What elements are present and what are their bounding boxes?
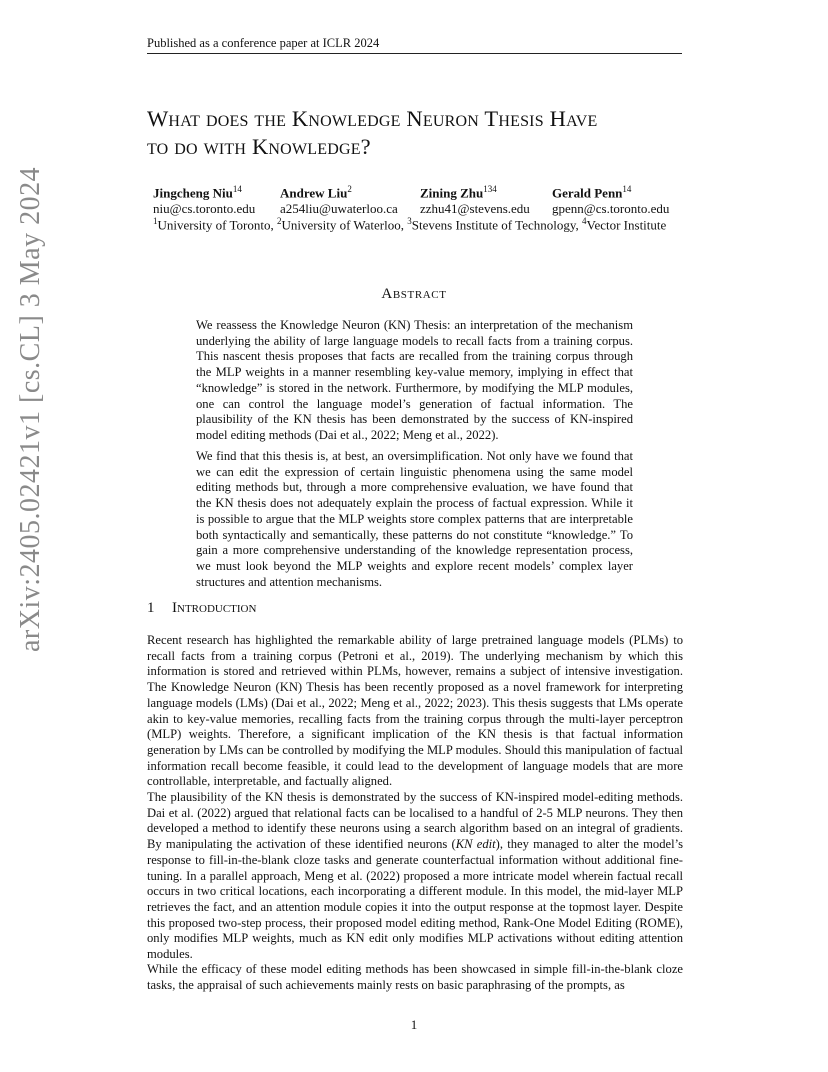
section-number: 1 (147, 600, 155, 616)
author-3 (420, 181, 530, 217)
section-title: Introduction (172, 600, 257, 616)
abstract-heading: Abstract (381, 286, 447, 302)
author-2 (280, 181, 398, 217)
running-header: Published as a conference paper at ICLR 2024 (147, 36, 380, 50)
author-name: Andrew Liu (280, 185, 348, 201)
author-email: a254liu@uwaterloo.ca (280, 201, 398, 217)
intro-paragraph-1: Recent research has highlighted the remarkable ability of large pretrained language models (PLMs) to recall facts from a training corpus (Petroni et al., 2019). The underlying mechanism by which this information is stored and retrieved within PLMs, however, remains a subject of intensive investigation. The Knowledge Neuron (KN) Thesis has been recently proposed as a novel framework for interpreting language models (LMs) (Dai et al., 2022; Meng et al., 2022; 2023). This thesis suggests that LMs operate akin to key-value memories, recalling facts from the training corpus through the multi-layer perceptron (MLP) weights. Therefore, a significant implication of the KN thesis is that factual information generation by LMs can be controlled by modifying the MLP modules. Should this manipulation of factual information recall become feasible, it could lead to the development of language models that are more controllable, interpretable, and factually aligned. (147, 633, 683, 789)
paper-title (147, 105, 707, 161)
author-affil-sup: 14 (622, 184, 632, 194)
intro-paragraph-2: The plausibility of the KN thesis is demonstrated by the success of KN-inspired model-editing methods. Dai et al. (2022) argued that relational facts can be localised to a handful of 2-5 MLP neurons. They then developed a method to identify these neurons using a search algorithm based on an integral of gradients. By manipulating the activation of these identified neurons (KN edit), they managed to alter the model’s response to fill-in-the-blank cloze tasks and generate counterfactual information without additional fine-tuning. In a parallel approach, Meng et al. (2022) proposed a more intricate model wherein factual recall occurs in two critical locations, each incorporating a different module. In this model, the mid-layer MLP retrieves the fact, and an attention module copies it into the output response at the topmost layer. Despite this proposed two-step process, their proposed model editing method, Rank-One Model Editing (ROME), only modifies MLP weights, much as KN edit only modifies MLP activations without editing attention modules. (147, 790, 683, 962)
author-email: niu@cs.toronto.edu (153, 201, 256, 217)
author-4 (552, 181, 669, 217)
header-rule (147, 53, 682, 54)
paper-title-line-1: What does the Knowledge Neuron Thesis Have (147, 106, 598, 131)
section-heading (147, 600, 256, 617)
abstract-paragraph-1: We reassess the Knowledge Neuron (KN) Thesis: an interpretation of the mechanism underlying the ability of large language models to recall facts from a training corpus. This nascent thesis proposes that facts are recalled from the training corpus through the MLP weights in a manner resembling key-value memory, implying in effect that “knowledge” is stored in the network. Furthermore, by modifying the MLP modules, one can control the language model’s generation of factual information. The plausibility of the KN thesis has been demonstrated by the success of KN-inspired model editing methods (Dai et al., 2022; Meng et al., 2022). (196, 318, 633, 442)
author-name: Gerald Penn (552, 185, 623, 201)
author-name: Zining Zhu (420, 185, 484, 201)
author-affil-sup: 14 (232, 184, 242, 194)
author-email: gpenn@cs.toronto.edu (552, 201, 670, 217)
paper-title-line-2: to do with Knowledge? (147, 134, 371, 159)
intro-paragraph-3: While the efficacy of these model editing methods has been showcased in simple fill-in-the-blank cloze tasks, the appraisal of such achievements mainly rests on basic paraphrasing of the prompts, as (147, 962, 683, 992)
author-1 (153, 181, 255, 217)
affiliations: $^1$University of Toronto, $^2$University of Waterloo, $^3$Stevens Institute of Technology, $^4$Vector Institute (153, 216, 667, 233)
kn-edit-term: KN edit (455, 837, 496, 852)
author-name: Jingcheng Niu (153, 185, 233, 201)
arxiv-stamp-text: arXiv:2405.02421v1 [cs.CL] 3 May 2024 (15, 166, 46, 652)
abstract-paragraph-2: We find that this thesis is, at best, an oversimplification. Not only have we found that we can edit the expression of certain linguistic phenomena using the same model editing methods but, through a more comprehensive evaluation, we have found that the KN thesis does not adequately explain the process of factual expression. While it is possible to argue that the MLP weights store complex patterns that are interpretable both syntactically and semantically, these patterns do not constitute “knowledge.” To gain a more comprehensive understanding of the knowledge representation process, we must look beyond the MLP weights and explore recent models’ complex layer structures and attention mechanisms. (196, 449, 633, 589)
author-email: zzhu41@stevens.edu (420, 201, 530, 217)
author-affil-sup: 134 (483, 184, 497, 194)
author-affil-sup: 2 (347, 184, 352, 194)
page-number: 1 (410, 1017, 418, 1032)
